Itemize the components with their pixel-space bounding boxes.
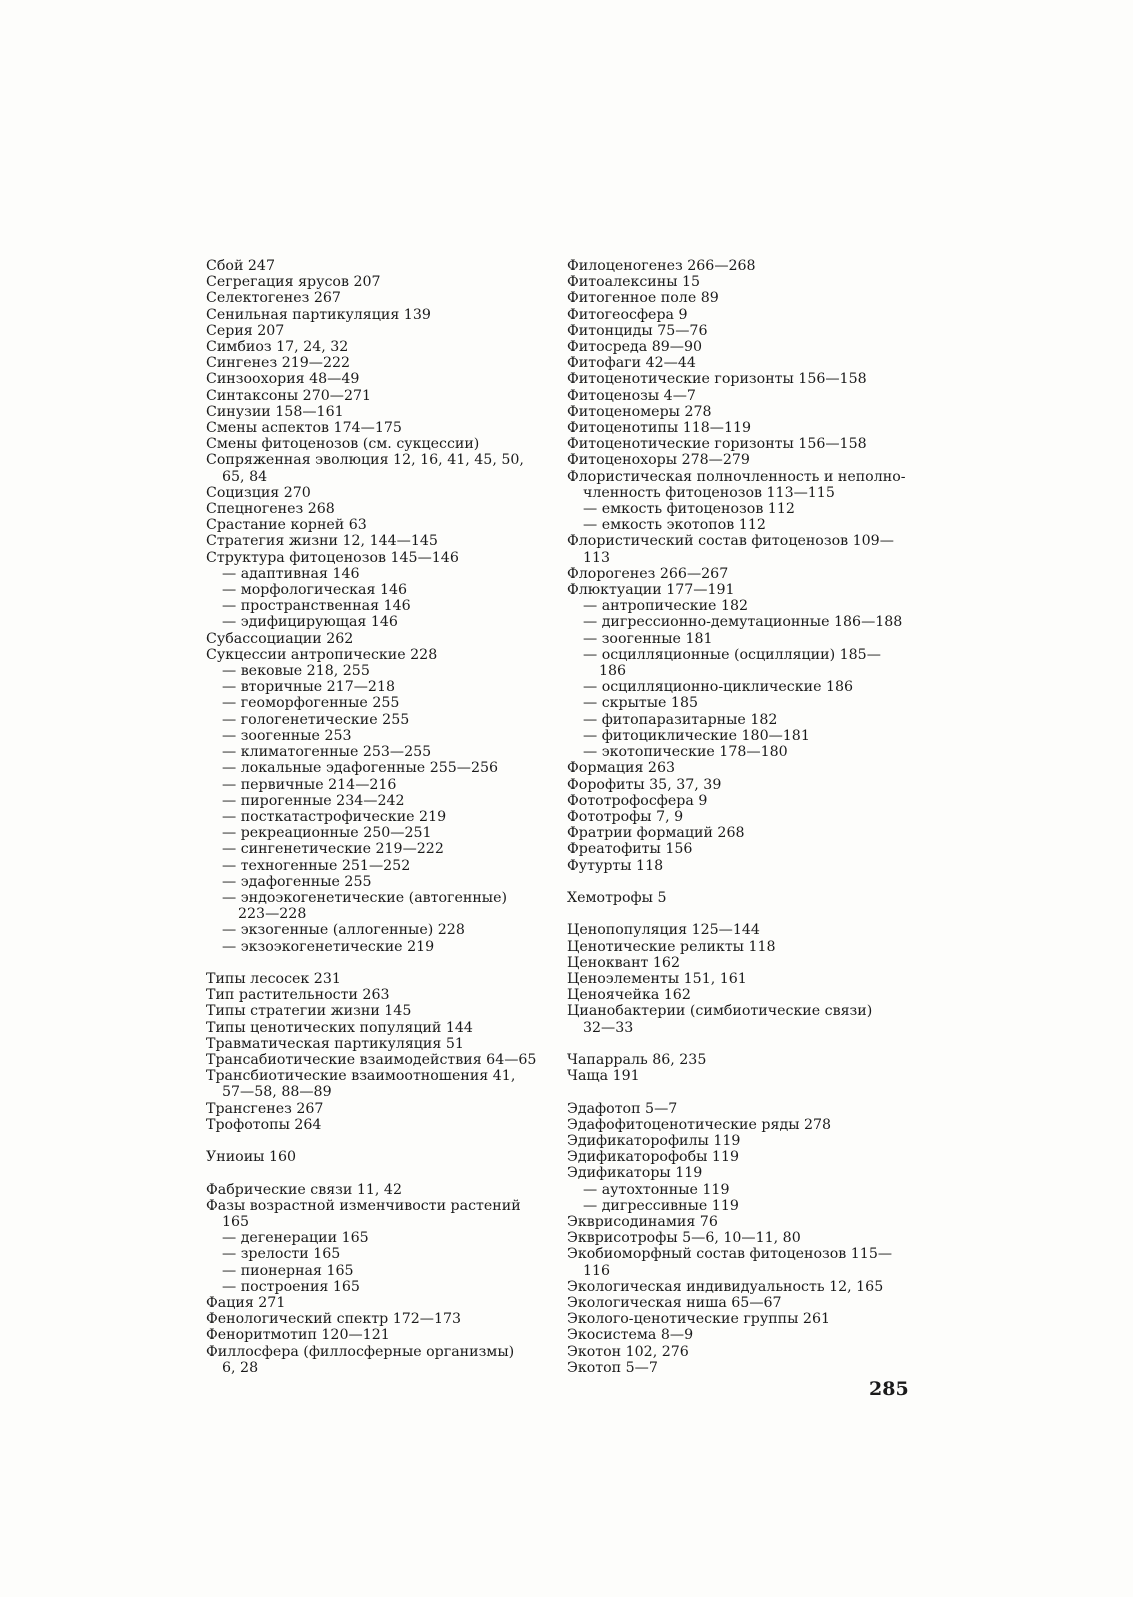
index-subentry	[567, 517, 912, 533]
entry-text: — дигрессионно-демутационные 186—188	[583, 614, 903, 631]
index-entry	[567, 987, 912, 1003]
entry-text: Фация 271	[206, 1294, 286, 1311]
index-entry	[567, 793, 912, 809]
entry-text: Фабрические связи 11, 42	[206, 1181, 402, 1198]
index-entry	[567, 1279, 912, 1295]
entry-text: Трансгенез 267	[206, 1100, 324, 1117]
index-entry	[567, 1165, 912, 1181]
entry-text: Типы ценотических популяций 144	[206, 1019, 473, 1036]
entry-text: — экзогенные (аллогенные) 228	[222, 922, 465, 939]
index-column-left	[206, 258, 546, 1376]
index-entry	[206, 1020, 546, 1036]
index-entry	[206, 1344, 546, 1376]
entry-text: Фитоценотические горизонты 156—158	[567, 436, 867, 453]
entry-text: — геоморфогенные 255	[222, 695, 400, 712]
entry-text: — пространственная 146	[222, 598, 411, 615]
entry-text: Фитоценотипы 118—119	[567, 420, 752, 437]
entry-text: — вековые 218, 255	[222, 663, 370, 680]
entry-text: Фреатофиты 156	[567, 841, 693, 858]
index-entry	[206, 550, 546, 566]
entry-text: — емкость экотопов 112	[583, 517, 766, 534]
entry-text: — первичные 214—216	[222, 776, 397, 793]
index-entry	[206, 533, 546, 549]
index-entry	[206, 274, 546, 290]
entry-continuation: 57—58, 88—89	[222, 1084, 332, 1101]
entry-text: — эдафогенные 255	[222, 873, 372, 890]
index-entry	[567, 566, 912, 582]
index-subentry	[567, 679, 912, 695]
index-entry	[567, 290, 912, 306]
entry-text: Фазы возрастной изменчивости растений	[206, 1197, 521, 1214]
entry-text: Чапарраль 86, 235	[567, 1051, 707, 1068]
index-entry	[206, 388, 546, 404]
index-entry	[206, 339, 546, 355]
entry-text: — вторичные 217—218	[222, 679, 395, 696]
index-subentry	[206, 760, 546, 776]
entry-text: Сукцессии антропические 228	[206, 646, 438, 663]
index-subentry	[206, 1279, 546, 1295]
index-entry	[206, 1295, 546, 1311]
entry-text: Хемотрофы 5	[567, 889, 667, 906]
index-entry	[206, 631, 546, 647]
entry-text: Флюктуации 177—191	[567, 582, 735, 599]
entry-text: Серия 207	[206, 322, 285, 339]
entry-text: Стратегия жизни 12, 144—145	[206, 533, 438, 550]
index-entry	[567, 452, 912, 468]
entry-text: — фитоциклические 180—181	[583, 727, 810, 744]
index-entry	[206, 420, 546, 436]
entry-text: Фитогенное поле 89	[567, 290, 719, 307]
entry-text: Филлосфера (филлосферные организмы)	[206, 1343, 515, 1360]
index-entry	[567, 1214, 912, 1230]
entry-text: Типы стратегии жизни 145	[206, 1003, 412, 1020]
entry-continuation: 113	[583, 549, 611, 566]
index-subentry	[206, 614, 546, 630]
index-entry	[567, 1311, 912, 1327]
index-entry	[567, 1149, 912, 1165]
entry-text: Эколого-ценотические группы 261	[567, 1311, 831, 1328]
entry-text: — морфологическая 146	[222, 582, 408, 599]
index-entry	[567, 420, 912, 436]
entry-text: Фитоалексины 15	[567, 274, 701, 291]
index-entry	[567, 777, 912, 793]
section-gap	[567, 1084, 912, 1100]
entry-text: — зоогенные 253	[222, 727, 352, 744]
index-entry	[567, 809, 912, 825]
entry-text: Сопряженная эволюция 12, 16, 41, 45, 50,	[206, 452, 524, 469]
entry-text: Сенильная партикуляция 139	[206, 306, 431, 323]
index-entry	[206, 323, 546, 339]
entry-text: Фенологический спектр 172—173	[206, 1311, 462, 1328]
entry-text: Ценопопуляция 125—144	[567, 922, 760, 939]
entry-text: Филоценогенез 266—268	[567, 258, 756, 274]
entry-continuation: 65, 84	[222, 468, 268, 485]
index-entry	[206, 1311, 546, 1327]
entry-text: — дегенерации 165	[222, 1230, 369, 1247]
entry-text: Эдификаторофобы 119	[567, 1149, 740, 1166]
entry-text: Флорогенез 266—267	[567, 565, 729, 582]
entry-text: — антропические 182	[583, 598, 749, 615]
index-entry	[567, 922, 912, 938]
index-entry	[206, 1198, 546, 1230]
index-subentry	[206, 939, 546, 955]
index-entry	[206, 436, 546, 452]
entry-text: Эдификаторофилы 119	[567, 1132, 741, 1149]
index-entry	[567, 955, 912, 971]
index-entry	[206, 1182, 546, 1198]
index-entry	[567, 858, 912, 874]
index-subentry	[567, 614, 912, 630]
entry-continuation: членность фитоценозов 113—115	[583, 484, 835, 501]
entry-text: Симбиоз 17, 24, 32	[206, 339, 349, 356]
index-entry	[567, 1133, 912, 1149]
index-subentry	[206, 1230, 546, 1246]
index-entry	[206, 1149, 546, 1165]
entry-text: Униоиы 160	[206, 1149, 297, 1166]
index-entry	[206, 307, 546, 323]
index-entry	[567, 323, 912, 339]
index-subentry	[206, 793, 546, 809]
index-entry	[206, 452, 546, 484]
index-entry	[567, 274, 912, 290]
index-entry	[567, 1327, 912, 1343]
entry-text: Ценотические реликты 118	[567, 938, 776, 955]
index-subentry	[206, 582, 546, 598]
entry-text: Фратрии формаций 268	[567, 825, 745, 842]
entry-text: Типы лесосек 231	[206, 970, 341, 987]
entry-text: Трофотопы 264	[206, 1116, 322, 1133]
entry-text: Ценоэлементы 151, 161	[567, 970, 747, 987]
entry-text: — сингенетические 219—222	[222, 841, 444, 858]
entry-text: Эдификаторы 119	[567, 1165, 703, 1182]
entry-text: Фототрофы 7, 9	[567, 808, 684, 825]
entry-text: Экврисотрофы 5—6, 10—11, 80	[567, 1230, 801, 1247]
index-entry	[567, 582, 912, 598]
index-subentry	[206, 1263, 546, 1279]
entry-text: — пионерная 165	[222, 1262, 354, 1279]
entry-text: — осцилляционные (осцилляции) 185—	[583, 646, 881, 663]
index-entry	[567, 404, 912, 420]
entry-text: Флористическая полночленность и неполно-	[567, 468, 906, 485]
index-entry	[206, 987, 546, 1003]
entry-text: Смены аспектов 174—175	[206, 420, 402, 437]
index-subentry	[206, 825, 546, 841]
index-entry	[567, 469, 912, 501]
index-entry	[206, 290, 546, 306]
section-gap	[567, 1036, 912, 1052]
entry-text: Флористический состав фитоценозов 109—	[567, 533, 894, 550]
entry-text: Экологическая индивидуальность 12, 165	[567, 1278, 884, 1295]
section-gap	[206, 955, 546, 971]
index-entry	[567, 1230, 912, 1246]
entry-text: — зоогенные 181	[583, 630, 713, 647]
index-entry	[567, 760, 912, 776]
index-subentry	[567, 501, 912, 517]
entry-continuation: 32—33	[583, 1019, 634, 1036]
entry-text: Синзоохория 48—49	[206, 371, 360, 388]
entry-text: — экотопические 178—180	[583, 744, 788, 761]
index-subentry	[206, 695, 546, 711]
section-gap	[567, 906, 912, 922]
index-entry	[567, 1246, 912, 1278]
entry-text: Форофиты 35, 37, 39	[567, 776, 722, 793]
index-entry	[567, 1295, 912, 1311]
entry-continuation: 6, 28	[222, 1359, 259, 1376]
index-subentry	[206, 728, 546, 744]
index-entry	[567, 436, 912, 452]
section-gap	[206, 1133, 546, 1149]
entry-text: Травматическая партикуляция 51	[206, 1035, 464, 1052]
index-subentry	[206, 890, 546, 922]
entry-continuation: 186	[599, 663, 627, 680]
entry-text: Субассоциации 262	[206, 630, 354, 647]
entry-continuation: 116	[583, 1262, 611, 1279]
entry-text: Экотоп 5—7	[567, 1359, 658, 1376]
entry-text: — адаптивная 146	[222, 565, 360, 582]
index-entry	[567, 1068, 912, 1084]
index-entry	[567, 388, 912, 404]
index-entry	[567, 1003, 912, 1035]
entry-text: Экврисодинамия 76	[567, 1213, 718, 1230]
index-entry	[206, 355, 546, 371]
index-entry	[206, 1036, 546, 1052]
index-subentry	[567, 744, 912, 760]
entry-text: Фитоценохоры 278—279	[567, 452, 750, 469]
index-entry	[206, 485, 546, 501]
entry-text: Фитоценозы 4—7	[567, 387, 696, 404]
index-entry	[567, 939, 912, 955]
entry-text: Фитонциды 75—76	[567, 322, 708, 339]
index-entry	[206, 517, 546, 533]
index-entry	[567, 307, 912, 323]
index-subentry	[206, 679, 546, 695]
entry-text: — зрелости 165	[222, 1246, 341, 1263]
entry-text: — эндоэкогенетические (автогенные)	[222, 889, 508, 906]
index-entry	[567, 355, 912, 371]
entry-text: Экотон 102, 276	[567, 1343, 689, 1360]
entry-text: — посткатастрофические 219	[222, 808, 447, 825]
entry-text: — пирогенные 234—242	[222, 792, 405, 809]
index-subentry	[206, 922, 546, 938]
entry-text: Структура фитоценозов 145—146	[206, 549, 459, 566]
index-subentry	[567, 1182, 912, 1198]
entry-text: Экобиоморфный состав фитоценозов 115—	[567, 1246, 893, 1263]
index-entry	[206, 1101, 546, 1117]
index-subentry	[206, 777, 546, 793]
entry-text: Фототрофосфера 9	[567, 792, 708, 809]
entry-text: Фитоценомеры 278	[567, 403, 712, 420]
index-subentry	[567, 631, 912, 647]
entry-text: — эдифицирующая 146	[222, 614, 398, 631]
index-subentry	[206, 598, 546, 614]
index-entry	[567, 841, 912, 857]
entry-text: Фитогеосфера 9	[567, 306, 688, 323]
index-entry	[206, 647, 546, 663]
index-subentry	[567, 695, 912, 711]
entry-text: — рекреационные 250—251	[222, 825, 432, 842]
section-gap	[206, 1165, 546, 1181]
index-subentry	[567, 728, 912, 744]
entry-text: Сегрегация ярусов 207	[206, 274, 381, 291]
index-entry	[206, 258, 546, 274]
entry-text: Сингенез 219—222	[206, 355, 351, 372]
index-entry	[206, 1327, 546, 1343]
index-subentry	[567, 647, 912, 679]
index-column-right	[567, 258, 912, 1376]
index-entry	[567, 1052, 912, 1068]
index-entry	[206, 1117, 546, 1133]
index-subentry	[206, 874, 546, 890]
entry-continuation: 165	[222, 1213, 250, 1230]
entry-text: Сбой 247	[206, 258, 275, 274]
entry-text: Синтаксоны 270—271	[206, 387, 372, 404]
entry-text: — емкость фитоценозов 112	[583, 501, 795, 518]
index-entry	[567, 533, 912, 565]
index-subentry	[206, 663, 546, 679]
index-entry	[206, 971, 546, 987]
entry-text: Эдафофитоценотические ряды 278	[567, 1116, 832, 1133]
entry-text: Фитоценотические горизонты 156—158	[567, 371, 867, 388]
entry-text: Спецногенез 268	[206, 501, 335, 518]
index-subentry	[206, 809, 546, 825]
entry-text: — фитопаразитарные 182	[583, 711, 778, 728]
entry-text: Ценоячейка 162	[567, 987, 691, 1004]
entry-text: — климатогенные 253—255	[222, 744, 432, 761]
index-entry	[567, 971, 912, 987]
entry-text: — построения 165	[222, 1278, 360, 1295]
entry-text: — экзоэкогенетические 219	[222, 938, 435, 955]
entry-text: — аутохтонные 119	[583, 1181, 730, 1198]
entry-text: Формация 263	[567, 760, 676, 777]
entry-text: Феноритмотип 120—121	[206, 1327, 390, 1344]
index-subentry	[206, 744, 546, 760]
entry-text: — гологенетические 255	[222, 711, 410, 728]
entry-text: Чаща 191	[567, 1068, 640, 1085]
index-subentry	[206, 566, 546, 582]
entry-text: Трансабиотические взаимодействия 64—65	[206, 1051, 537, 1068]
entry-text: Ценоквант 162	[567, 954, 680, 971]
entry-text: — дигрессивные 119	[583, 1197, 739, 1214]
index-entry	[206, 1003, 546, 1019]
index-entry	[567, 1360, 912, 1376]
entry-text: Фитофаги 42—44	[567, 355, 696, 372]
index-subentry	[567, 598, 912, 614]
entry-text: — техногенные 251—252	[222, 857, 411, 874]
entry-text: Фитосреда 89—90	[567, 339, 703, 356]
index-subentry	[567, 1198, 912, 1214]
entry-text: Футурты 118	[567, 857, 664, 874]
index-subentry	[206, 858, 546, 874]
entry-text: Экосистема 8—9	[567, 1327, 694, 1344]
entry-text: Тип растительности 263	[206, 987, 390, 1004]
index-entry	[567, 825, 912, 841]
index-entry	[206, 371, 546, 387]
entry-text: Срастание корней 63	[206, 517, 367, 534]
entry-text: — локальные эдафогенные 255—256	[222, 760, 499, 777]
index-entry	[206, 1068, 546, 1100]
entry-text: Социзция 270	[206, 484, 311, 501]
index-entry	[567, 339, 912, 355]
index-subentry	[206, 841, 546, 857]
entry-text: Цианобактерии (симбиотические связи)	[567, 1003, 873, 1020]
page-number: 285	[869, 1378, 909, 1400]
entry-text: Экологическая ниша 65—67	[567, 1294, 782, 1311]
entry-text: Смены фитоценозов (см. сукцессии)	[206, 436, 480, 453]
entry-continuation: 223—228	[238, 906, 307, 923]
entry-text: — осцилляционно-циклические 186	[583, 679, 854, 696]
index-entry	[206, 501, 546, 517]
entry-text: — скрытые 185	[583, 695, 699, 712]
index-subentry	[567, 712, 912, 728]
index-entry	[206, 404, 546, 420]
index-entry	[567, 1101, 912, 1117]
index-entry	[567, 371, 912, 387]
entry-text: Трансбиотические взаимоотношения 41,	[206, 1068, 516, 1085]
index-entry	[206, 1052, 546, 1068]
section-gap	[567, 874, 912, 890]
index-entry	[567, 1117, 912, 1133]
index-entry	[567, 258, 912, 274]
index-entry	[567, 1344, 912, 1360]
index-entry	[567, 890, 912, 906]
entry-text: Синузии 158—161	[206, 403, 344, 420]
entry-text: Эдафотоп 5—7	[567, 1100, 678, 1117]
index-subentry	[206, 712, 546, 728]
entry-text: Селектогенез 267	[206, 290, 341, 307]
index-subentry	[206, 1246, 546, 1262]
